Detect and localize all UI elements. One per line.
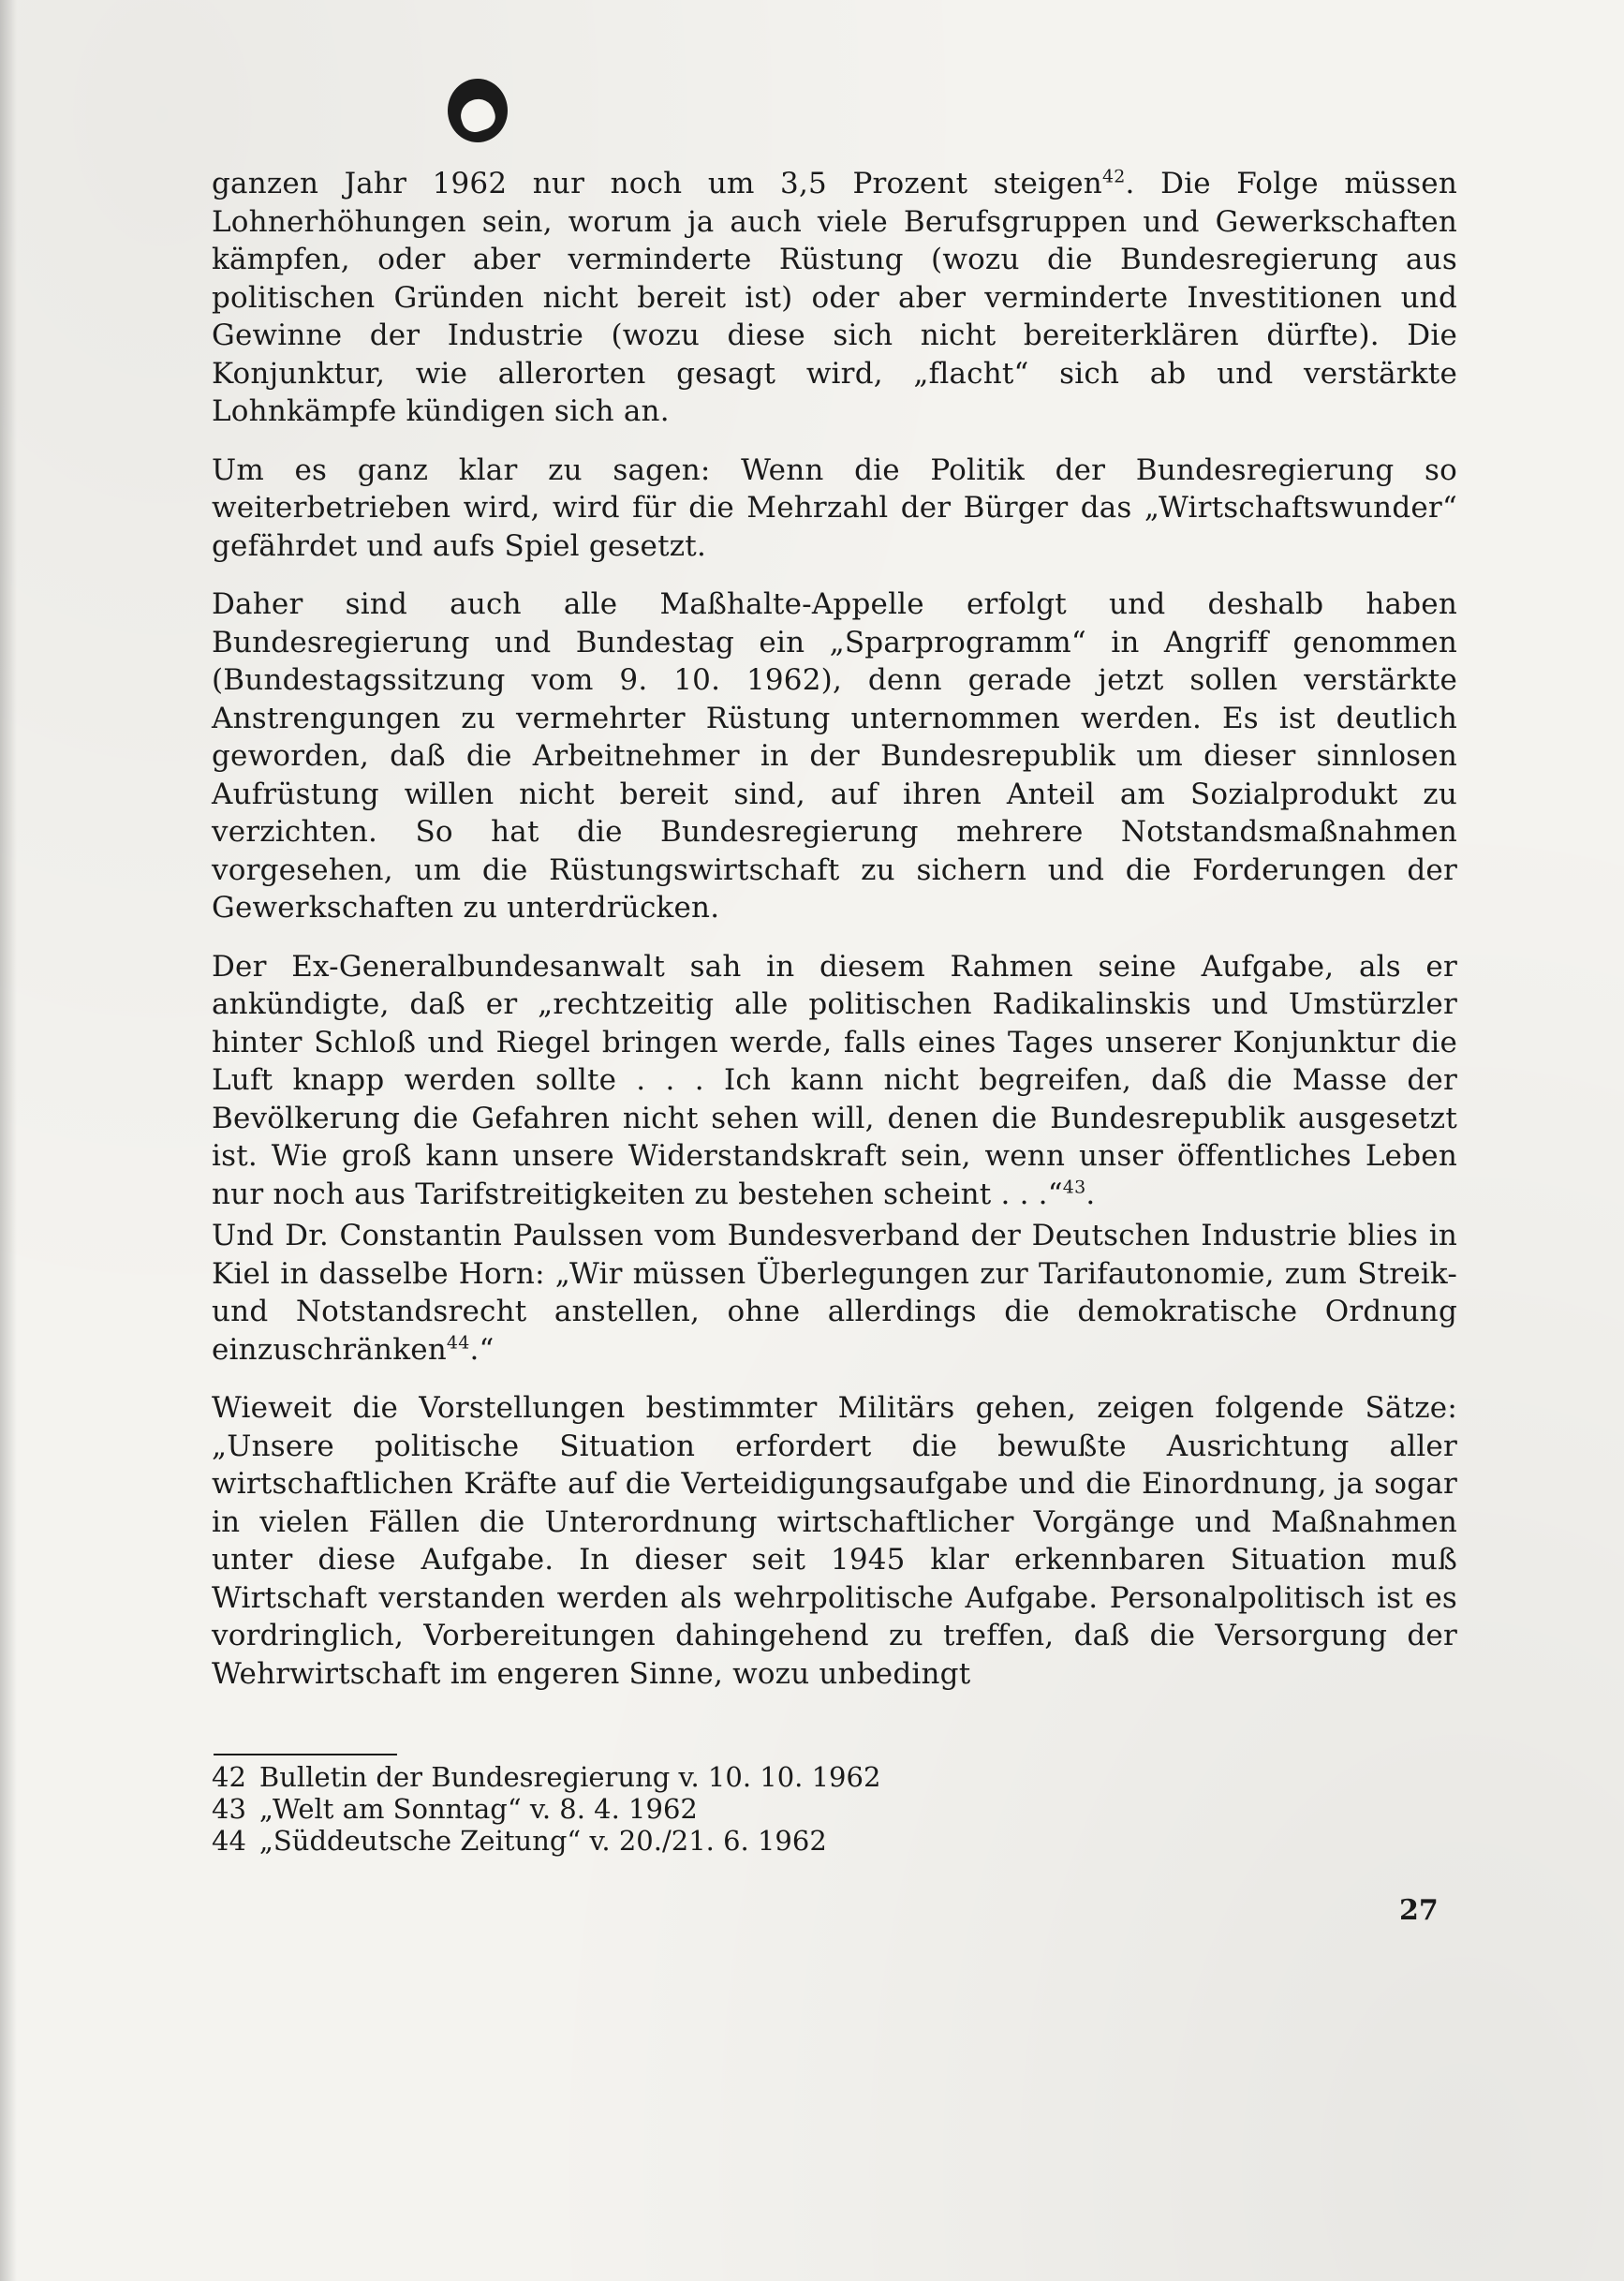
paragraph-2-text: Um es ganz klar zu sagen: Wenn die Politik der Bundesregierung so weiterbetrieben wird, wird für die Mehrzahl der Bürger das „Wirtschaftswunder“ gefährdet und aufs Spiel gesetzt.	[212, 452, 1457, 563]
footnote-text: „Welt am Sonntag“ v. 8. 4. 1962	[258, 1793, 698, 1825]
footnote-number: 42	[212, 1761, 246, 1793]
paragraph-6-text: Wieweit die Vorstellungen bestimmter Militärs gehen, zeigen folgende Sätze: „Unsere politische Situation erfordert die bewußte Ausrichtung aller wirtschaftlichen Kräfte auf die Verteidigungsaufgabe und die Einordnung, ja sogar in vielen Fällen die Unterordnung wirtschaftlicher Vorgänge und Maßnahmen unter diese Aufgabe. In dieser seit 1945 klar erkennbaren Situation muß Wirtschaft verstanden werden als wehrpolitische Aufgabe. Personalpolitisch ist es vordringlich, Vorbereitungen dahingehend zu treffen, daß die Versorgung der Wehrwirtschaft im engeren Sinne, wozu unbedingt	[212, 1391, 1457, 1691]
scan-edge-shadow	[0, 0, 17, 2281]
footnote-ref-42: 42	[1101, 166, 1126, 187]
footnote-number: 43	[212, 1793, 246, 1825]
paragraph-1-text: ganzen Jahr 1962 nur noch um 3,5 Prozent steigen	[212, 167, 1102, 200]
paragraph-1	[212, 165, 1457, 431]
paragraph-4-text: Der Ex-Generalbundesanwalt sah in diesem Rahmen seine Aufgabe, als er ankündigte, daß er „rechtzeitig alle politischen Radikalinskis und Umstürzler hinter Schloß und Riegel bringen werde, falls eines Tages unserer Konjunktur die Luft knapp werden sollte . . . Ich kann nicht begreifen, daß die Masse der Bevölkerung die Gefahren nicht sehen will, denen die Bundesrepublik ausgesetzt ist. Wie groß kann unsere Widerstandskraft sein, wenn unser öffentliches Leben nur noch aus Tarifstreitigkeiten zu bestehen scheint . . .“	[212, 949, 1457, 1211]
footnote-text: „Süddeutsche Zeitung“ v. 20./21. 6. 1962	[258, 1825, 827, 1857]
paragraph-5-text: Und Dr. Constantin Paulssen vom Bundesverband der Deutschen Industrie blies in Kiel in dasselbe Horn: „Wir müssen Überlegungen zur Tarifautonomie, zum Streik- und Notstandsrecht anstellen, ohne allerdings die demokratische Ordnung einzuschränken	[212, 1219, 1457, 1367]
paragraph-3	[212, 585, 1457, 927]
paragraph-5-text-cont: .“	[469, 1332, 495, 1367]
paragraph-5	[212, 1217, 1457, 1369]
footnote-ref-44: 44	[446, 1332, 470, 1354]
paragraph-4-text-cont: .	[1085, 1177, 1096, 1211]
page-number: 27	[1399, 1894, 1439, 1927]
footnotes	[212, 1761, 1055, 1857]
paragraph-4	[212, 948, 1457, 1214]
body-text	[212, 165, 1457, 1713]
footnote-ref-43: 43	[1062, 1177, 1086, 1198]
paragraph-6	[212, 1389, 1457, 1693]
footnote-text: Bulletin der Bundesregierung v. 10. 10. 1962	[258, 1761, 881, 1793]
footnote-42	[212, 1761, 1055, 1793]
paragraph-2	[212, 452, 1457, 566]
footnote-divider	[214, 1754, 397, 1755]
footnote-number: 44	[212, 1825, 246, 1857]
paragraph-1-text-cont: . Die Folge müssen Lohnerhöhungen sein, worum ja auch viele Berufsgruppen und Gewerkschaften kämpfen, oder aber verminderte Rüstung (wozu die Bundesregierung aus politischen Gründen nicht bereit ist) oder aber verminderte Investitionen und Gewinne der Industrie (wozu diese sich nicht bereiterklären dürfte). Die Konjunktur, wie allerorten gesagt wird, „flacht“ sich ab und verstärkte Lohnkämpfe kündigen sich an.	[212, 167, 1458, 428]
paragraph-3-text: Daher sind auch alle Maßhalte-Appelle erfolgt und deshalb haben Bundesregierung und Bundestag ein „Sparprogramm“ in Angriff genommen (Bundestagssitzung vom 9. 10. 1962), denn gerade jetzt sollen verstärkte Anstrengungen zu vermehrter Rüstung unternommen werden. Es ist deutlich geworden, daß die Arbeitnehmer in der Bundesrepublik um dieser sinnlosen Aufrüstung willen nicht bereit sind, auf ihren Anteil am Sozialprodukt zu verzichten. So hat die Bundesregierung mehrere Notstandsmaßnahmen vorgesehen, um die Rüstungswirtschaft zu sichern und die Forderungen der Gewerkschaften zu unterdrücken.	[212, 587, 1457, 925]
footnote-43	[212, 1793, 1055, 1825]
library-stamp-icon	[448, 79, 508, 142]
footnote-44	[212, 1825, 1055, 1857]
